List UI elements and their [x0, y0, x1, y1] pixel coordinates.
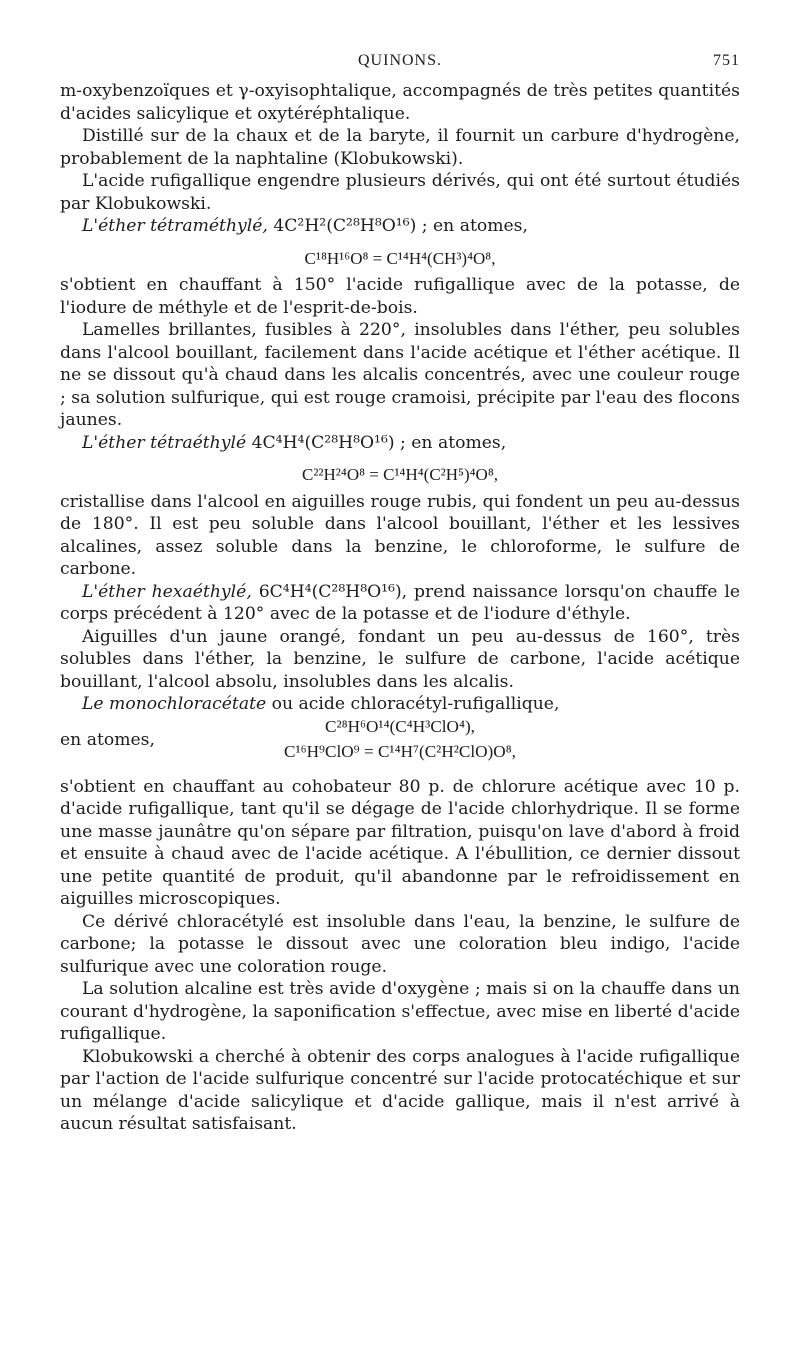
- paragraph: Distillé sur de la chaux et de la baryte, il fournit un carbure d'hydrogène, probablement de la naphtaline (Klobukowski).: [60, 126, 740, 169]
- paragraph: s'obtient en chauffant à 150° l'acide rufigallique avec de la potasse, de l'iodure de méthyle et de l'esprit-de-bois.: [60, 275, 740, 318]
- paragraph: Klobukowski a cherché à obtenir des corps analogues à l'acide rufigallique par l'action de l'acide sulfurique concentré sur l'acide protocatéchique et sur un mélange d'acide salicylique et d'acide gallique, mais il n'est arrivé à aucun résultat satisfaisant.: [60, 1046, 740, 1134]
- paragraph: Ce dérivé chloracétylé est insoluble dans l'eau, la benzine, le sulfure de carbone; la potasse le dissout avec une coloration bleu indigo, l'acide sulfurique avec une coloration rouge.: [60, 911, 740, 977]
- compound-name: Le monochloracétate: [82, 694, 267, 714]
- running-title: QUINONS.: [358, 52, 442, 69]
- page-number: 751: [713, 52, 740, 69]
- paragraph-text: 4C⁴H⁴(C²⁸H⁸O¹⁶) ; en atomes,: [246, 432, 507, 453]
- formula: C²²H²⁴O⁸ = C¹⁴H⁴(C²H⁵)⁴O⁸,: [301, 465, 499, 484]
- paragraph: s'obtient en chauffant au cohobateur 80 p. de chlorure acétique avec 10 p. d'acide rufigallique, tant qu'il se dégage de l'acide chlorhydrique. Il se forme une masse jaunâtre qu'on sépare par filtration, puisqu'on lave d'abord à froid et ensuite à chaud avec de l'acide acétique. A l'ébullition, ce dernier dissout une petite quantité de produit, qu'il abandonne par le refroidissement en aiguilles microscopiques.: [60, 776, 740, 909]
- paragraph: Aiguilles d'un jaune orangé, fondant un peu au-dessus de 160°, très solubles dans l'éther, la benzine, le sulfure de carbone, l'acide acétique bouillant, l'alcool absolu, insolubles dans les alcalis.: [60, 626, 740, 692]
- paragraph: cristallise dans l'alcool en aiguilles rouge rubis, qui fondent un peu au-dessus de 180°. Il est peu soluble dans l'alcool bouillant, l'éther et les lessives alcalines, assez soluble dans la benzine, le chloroforme, le sulfure de carbone.: [60, 491, 740, 579]
- compound-name: L'éther tétraméthylé,: [82, 216, 268, 236]
- page-body: [60, 80, 740, 1136]
- paragraph: [60, 581, 740, 626]
- paragraph: Lamelles brillantes, fusibles à 220°, insolubles dans l'éther, peu solubles dans l'alcool bouillant, facilement dans l'acide acétique et l'éther acétique. Il ne se dissout qu'à chaud dans les alcalis concentrés, avec une couleur rouge ; sa solution sulfurique, qui est rouge cramoisi, précipite par l'eau des flocons jaunes.: [60, 320, 740, 430]
- formula: C¹⁶H⁹ClO⁹ = C¹⁴H⁷(C²H²ClO)O⁸,: [284, 741, 516, 761]
- paragraph-text: 4C²H²(C²⁸H⁸O¹⁶) ; en atomes,: [267, 216, 528, 236]
- paragraph: L'acide rufigallique engendre plusieurs dérivés, qui ont été surtout étudiés par Klobukowski.: [60, 171, 740, 214]
- paragraph: La solution alcaline est très avide d'oxygène ; mais si on la chauffe dans un courant d'hydrogène, la saponification s'effectue, avec mise en liberté d'acide rufigallique.: [60, 979, 740, 1044]
- paragraph: m-oxybenzoïques et γ-oxyisophtalique, accompagnés de très petites quantités d'acides salicylique et oxytéréphtalique.: [60, 81, 740, 124]
- paragraph-text: ou acide chloracétyl-rufigallique,: [266, 694, 560, 714]
- paragraph: [60, 693, 740, 716]
- formula: C²⁸H⁶O¹⁴(C⁴H³ClO⁴),: [325, 716, 475, 736]
- compound-name: L'éther hexaéthylé,: [82, 581, 252, 602]
- paragraph: [60, 215, 740, 238]
- paragraph-text: 6C⁴H⁴(C²⁸H⁸O¹⁶), prend naissance lorsqu'on chauffe le corps précédent à 120° avec de la potasse et de l'iodure d'éthyle.: [60, 581, 740, 624]
- formula: C¹⁸H¹⁶O⁸ = C¹⁴H⁴(CH³)⁴O⁸,: [304, 248, 496, 268]
- formula-label: en atomes,: [60, 729, 155, 750]
- formula-block: [60, 716, 740, 776]
- running-header: [60, 52, 740, 74]
- compound-name: L'éther tétraéthylé: [82, 432, 247, 453]
- paragraph: [60, 432, 740, 455]
